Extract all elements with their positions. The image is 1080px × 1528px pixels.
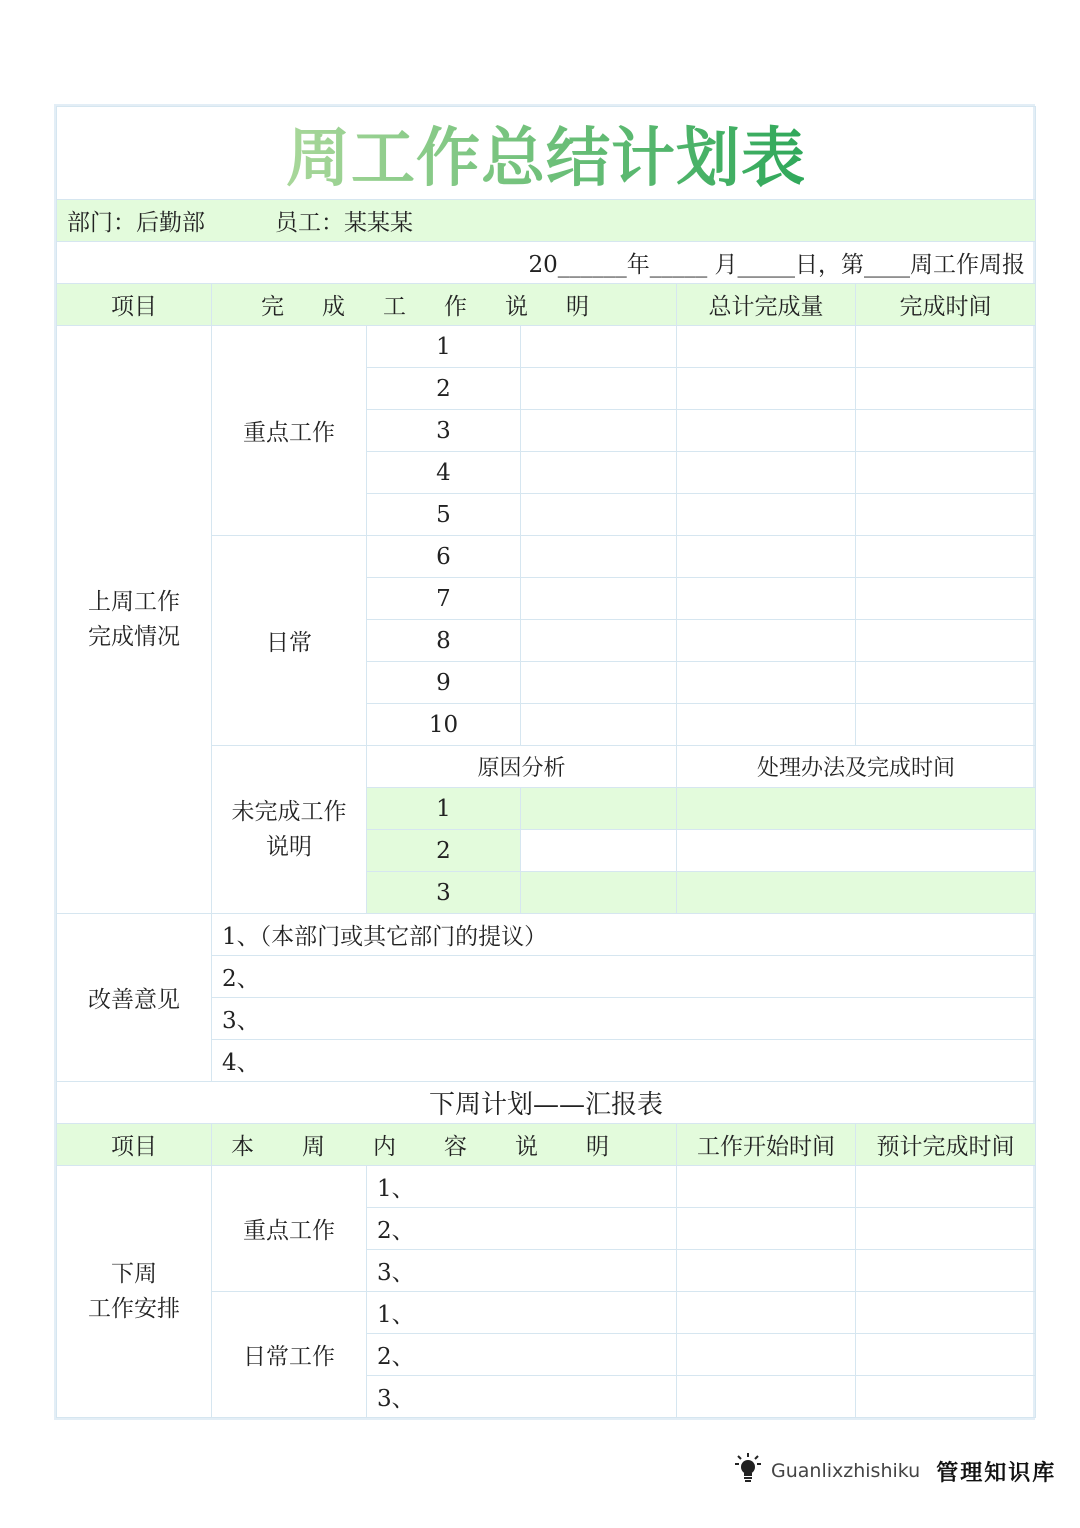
time-cell[interactable]	[856, 326, 1036, 368]
row-number: 6	[367, 536, 521, 578]
title-cell	[57, 107, 1036, 200]
time-cell[interactable]	[856, 536, 1036, 578]
header-item: 项目	[57, 1124, 212, 1166]
header-start: 工作开始时间	[677, 1124, 856, 1166]
total-cell[interactable]	[677, 578, 856, 620]
start-cell[interactable]	[677, 1334, 856, 1376]
row-number: 4	[367, 452, 521, 494]
row-number: 3	[367, 410, 521, 452]
total-cell[interactable]	[677, 662, 856, 704]
improvement-item[interactable]: 3、	[212, 998, 1036, 1040]
desc-cell[interactable]	[521, 326, 677, 368]
end-cell[interactable]	[856, 1166, 1036, 1208]
employee-field[interactable]: 员工：某某某	[275, 210, 413, 236]
header-end: 预计完成时间	[856, 1124, 1036, 1166]
header-content: 本周内容说明	[212, 1124, 677, 1166]
page-title: 周工作总结计划表	[286, 122, 807, 196]
row-number: 8	[367, 620, 521, 662]
plan-item[interactable]: 2、	[367, 1334, 677, 1376]
start-cell[interactable]	[677, 1166, 856, 1208]
category-last-week: 上周工作 完成情况	[57, 326, 212, 914]
reason-cell[interactable]	[521, 788, 677, 830]
total-cell[interactable]	[677, 410, 856, 452]
time-cell[interactable]	[856, 368, 1036, 410]
plan-item[interactable]: 1、	[367, 1166, 677, 1208]
desc-cell[interactable]	[521, 704, 677, 746]
header-description: 完成工作说明	[212, 284, 677, 326]
header-solution: 处理办法及完成时间	[677, 746, 1036, 788]
row-number: 1	[367, 788, 521, 830]
desc-cell[interactable]	[521, 410, 677, 452]
improvement-item[interactable]: 2、	[212, 956, 1036, 998]
desc-cell[interactable]	[521, 452, 677, 494]
end-cell[interactable]	[856, 1292, 1036, 1334]
desc-cell[interactable]	[521, 368, 677, 410]
improvement-label: 改善意见	[57, 914, 212, 1082]
group-unfinished: 未完成工作 说明	[212, 746, 367, 914]
brand-name-cn: 管理知识库	[936, 1459, 1057, 1486]
plan-item[interactable]: 2、	[367, 1208, 677, 1250]
reason-cell[interactable]	[521, 830, 677, 872]
desc-cell[interactable]	[521, 620, 677, 662]
start-cell[interactable]	[677, 1250, 856, 1292]
lightbulb-icon	[733, 1452, 763, 1490]
row-number: 2	[367, 830, 521, 872]
time-cell[interactable]	[856, 704, 1036, 746]
start-cell[interactable]	[677, 1292, 856, 1334]
start-cell[interactable]	[677, 1376, 856, 1418]
total-cell[interactable]	[677, 368, 856, 410]
group-daily-work: 日常工作	[212, 1292, 367, 1418]
solution-cell[interactable]	[677, 830, 1036, 872]
row-number: 3	[367, 872, 521, 914]
row-number: 7	[367, 578, 521, 620]
weekly-summary-form	[54, 104, 1035, 1420]
header-reason: 原因分析	[367, 746, 677, 788]
time-cell[interactable]	[856, 620, 1036, 662]
plan-item[interactable]: 3、	[367, 1250, 677, 1292]
info-row	[57, 200, 1036, 242]
desc-cell[interactable]	[521, 536, 677, 578]
total-cell[interactable]	[677, 326, 856, 368]
group-key-work: 重点工作	[212, 1166, 367, 1292]
improvement-item[interactable]: 1、（本部门或其它部门的提议）	[212, 914, 1036, 956]
category-next-week: 下周 工作安排	[57, 1166, 212, 1418]
form-table	[56, 106, 1036, 1418]
end-cell[interactable]	[856, 1334, 1036, 1376]
time-cell[interactable]	[856, 452, 1036, 494]
plan-item[interactable]: 1、	[367, 1292, 677, 1334]
reason-cell[interactable]	[521, 872, 677, 914]
date-line[interactable]: 20______年_____ 月_____日，第____周工作周报	[57, 242, 1036, 284]
group-daily: 日常	[212, 536, 367, 746]
dept-field[interactable]: 部门：后勤部	[67, 210, 205, 236]
end-cell[interactable]	[856, 1250, 1036, 1292]
solution-cell[interactable]	[677, 872, 1036, 914]
time-cell[interactable]	[856, 578, 1036, 620]
time-cell[interactable]	[856, 662, 1036, 704]
row-number: 9	[367, 662, 521, 704]
row-number: 2	[367, 368, 521, 410]
total-cell[interactable]	[677, 620, 856, 662]
next-week-title: 下周计划——汇报表	[57, 1082, 1036, 1124]
start-cell[interactable]	[677, 1208, 856, 1250]
time-cell[interactable]	[856, 410, 1036, 452]
row-number: 10	[367, 704, 521, 746]
brand-name: Guanlixzhishiku	[771, 1460, 921, 1482]
group-key-work: 重点工作	[212, 326, 367, 536]
improvement-item[interactable]: 4、	[212, 1040, 1036, 1082]
desc-cell[interactable]	[521, 578, 677, 620]
plan-item[interactable]: 3、	[367, 1376, 677, 1418]
total-cell[interactable]	[677, 494, 856, 536]
desc-cell[interactable]	[521, 494, 677, 536]
total-cell[interactable]	[677, 704, 856, 746]
end-cell[interactable]	[856, 1376, 1036, 1418]
footer-brand	[733, 1452, 1056, 1490]
end-cell[interactable]	[856, 1208, 1036, 1250]
solution-cell[interactable]	[677, 788, 1036, 830]
header-total: 总计完成量	[677, 284, 856, 326]
row-number: 1	[367, 326, 521, 368]
header-item: 项目	[57, 284, 212, 326]
total-cell[interactable]	[677, 536, 856, 578]
total-cell[interactable]	[677, 452, 856, 494]
time-cell[interactable]	[856, 494, 1036, 536]
row-number: 5	[367, 494, 521, 536]
header-time: 完成时间	[856, 284, 1036, 326]
desc-cell[interactable]	[521, 662, 677, 704]
